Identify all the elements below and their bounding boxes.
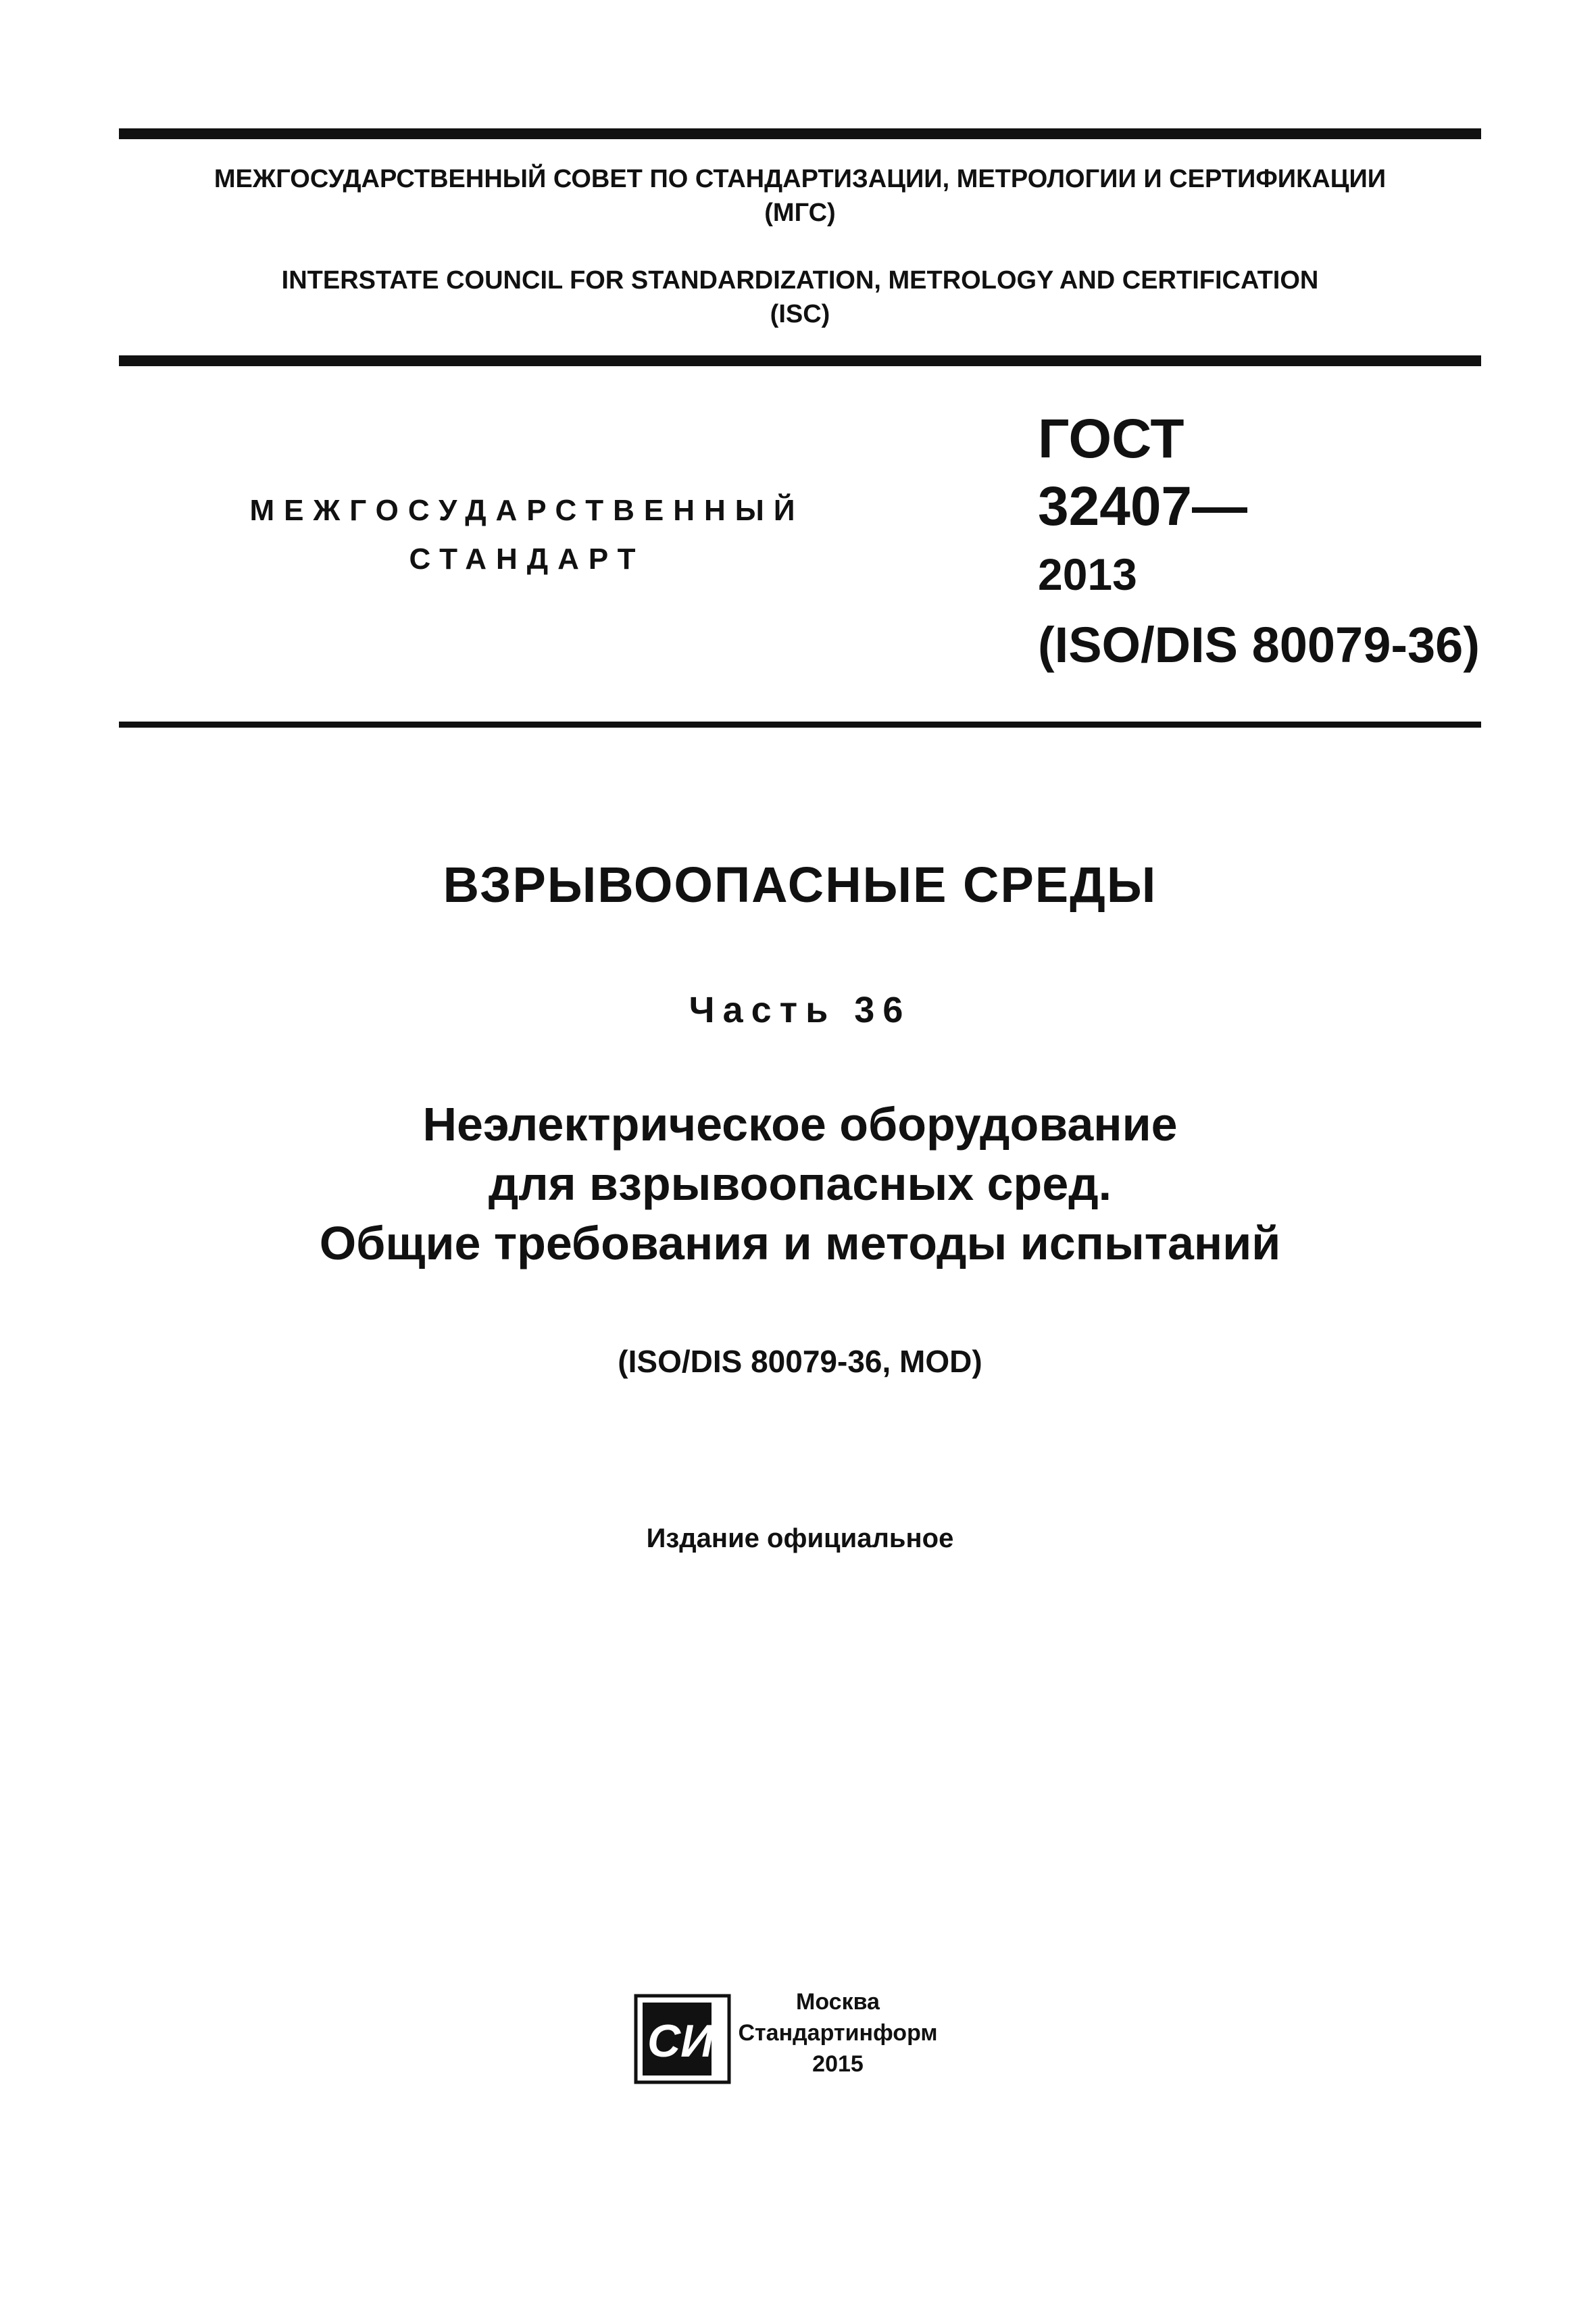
council-en — [119, 263, 1481, 331]
publisher-city: Москва — [796, 1989, 880, 2015]
council-ru — [119, 162, 1481, 230]
part-number: Часть 36 — [689, 990, 912, 1030]
document-subtitle — [119, 1095, 1481, 1273]
gost-year: 2013 — [1038, 549, 1137, 599]
top-rule — [119, 128, 1481, 139]
subtitle-line3: Общие требования и методы испытаний — [319, 1217, 1281, 1269]
document-title: ВЗРЫВООПАСНЫЕ СРЕДЫ — [443, 857, 1157, 913]
council-ru-abbr: (МГС) — [764, 199, 836, 227]
subtitle-line2: для взрывоопасных сред. — [488, 1157, 1112, 1210]
middle-rule — [119, 355, 1481, 366]
publisher-block — [622, 1980, 1000, 2081]
edition-note: Издание официальное — [646, 1524, 954, 1553]
standard-kind — [196, 486, 858, 584]
subtitle-line1: Неэлектрическое оборудование — [422, 1098, 1178, 1151]
modification-note: (ISO/DIS 80079-36, MOD) — [618, 1344, 982, 1379]
gost-label: ГОСТ — [1038, 408, 1184, 470]
council-en-name: INTERSTATE COUNCIL FOR STANDARDIZATION, METROLOGY AND CERTIFICATION — [281, 266, 1319, 295]
publisher-year: 2015 — [812, 2051, 864, 2077]
standartinform-logo-icon — [632, 1992, 733, 2086]
council-en-abbr: (ISC) — [770, 300, 830, 328]
gost-number: 32407— — [1038, 476, 1248, 537]
standard-kind-line2: СТАНДАРТ — [409, 543, 645, 576]
council-ru-name: МЕЖГОСУДАРСТВЕННЫЙ СОВЕТ ПО СТАНДАРТИЗАЦИИ, МЕТРОЛОГИИ И СЕРТИФИКАЦИИ — [214, 165, 1387, 193]
publisher-text — [730, 1986, 946, 2080]
publisher-name: Стандартинформ — [738, 2020, 938, 2046]
lower-rule — [119, 722, 1481, 728]
logo-letters: СИ — [647, 2015, 714, 2067]
standard-kind-line1: МЕЖГОСУДАРСТВЕННЫЙ — [249, 494, 805, 527]
iso-reference: (ISO/DIS 80079-36) — [1038, 617, 1480, 673]
standard-designation — [1038, 405, 1480, 682]
